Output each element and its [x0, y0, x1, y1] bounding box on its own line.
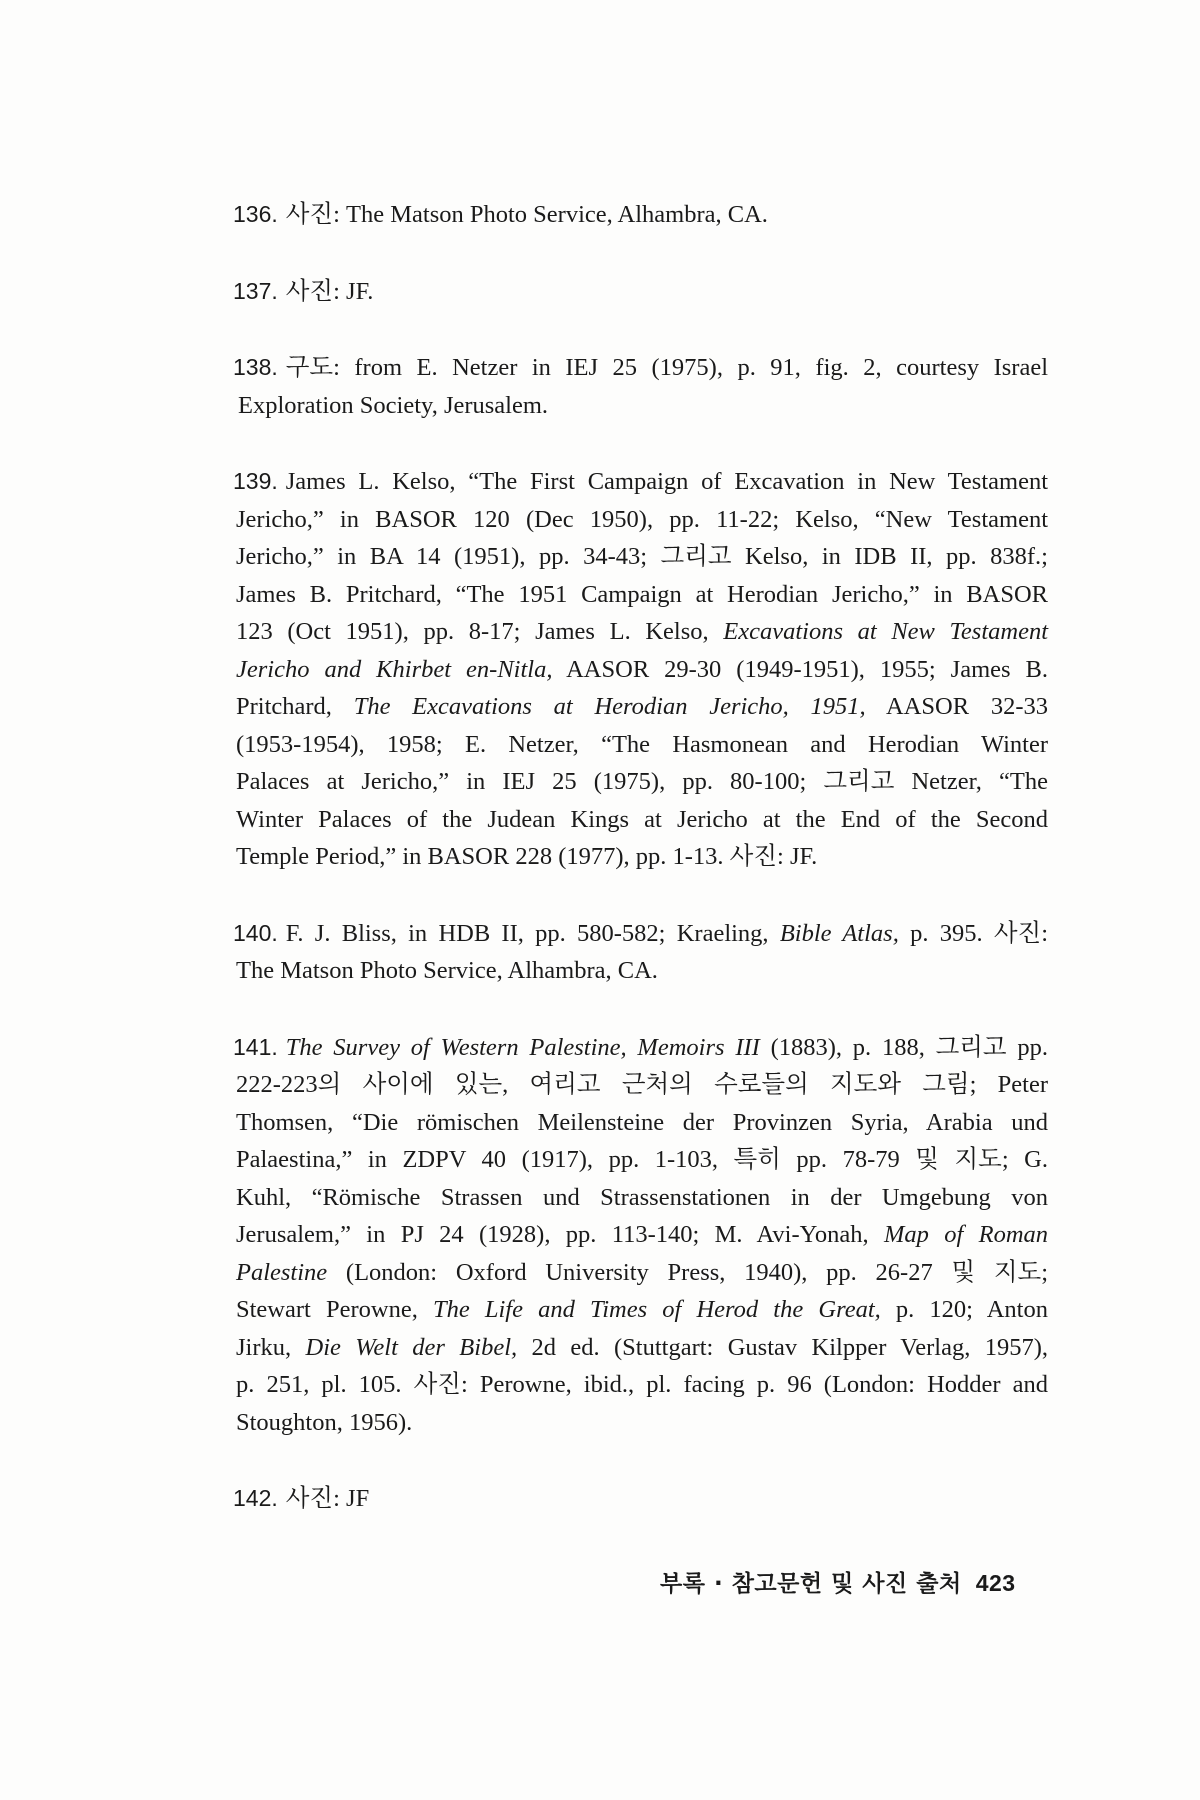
note-line: Jericho,” in BA 14 (1951), pp. 34-43; 그리고 Kelso, in IDB II, pp. 838f.;: [236, 543, 1048, 570]
note-line: Exploration Society, Jerusalem.: [238, 391, 549, 419]
note-number: 141.: [233, 1033, 278, 1060]
note-line: Jericho,” in BASOR 120 (Dec 1950), pp. 11-22; Kelso, “New Testament: [236, 505, 1048, 533]
note-line: Palestine (London: Oxford University Press, 1940), pp. 26-27 및 지도;: [236, 1258, 1048, 1286]
note-line: Jirku, Die Welt der Bibel, 2d ed. (Stuttgart: Gustav Kilpper Verlag, 1957),: [236, 1333, 1049, 1361]
book-title: Excavations at New Testament: [723, 618, 1048, 645]
book-title: The Excavations at Herodian Jericho, 1951,: [353, 693, 866, 720]
note-number: 139.: [233, 468, 278, 494]
note-138: [233, 349, 1048, 424]
note-line: James B. Pritchard, “The 1951 Campaign at Herodian Jericho,” in BASOR: [236, 580, 1048, 608]
note-line: 138. 구도: from E. Netzer in IEJ 25 (1975), p. 91, fig. 2, courtesy Israel: [233, 354, 1048, 381]
note-line: Palaces at Jericho,” in IEJ 25 (1975), pp. 80-100; 그리고 Netzer, “The: [236, 768, 1048, 795]
note-line: Jerusalem,” in PJ 24 (1928), pp. 113-140; M. Avi-Yonah, Map of Roman: [236, 1221, 1049, 1248]
note-line: Winter Palaces of the Judean Kings at Jericho at the End of the Second: [236, 805, 1048, 833]
note-line: 222-223의 사이에 있는, 여리고 근처의 수로들의 지도와 그림; Peter: [236, 1071, 1048, 1098]
book-title: The Life and Times of Herod the Great,: [432, 1296, 881, 1323]
note-line: 140. F. J. Bliss, in HDB II, pp. 580-582; Kraeling, Bible Atlas, p. 395. 사진:: [233, 919, 1049, 947]
note-line: (1953-1954), 1958; E. Netzer, “The Hasmonean and Herodian Winter: [236, 730, 1048, 758]
note-line: The Matson Photo Service, Alhambra, CA.: [236, 957, 658, 984]
note-line: Stoughton, 1956).: [236, 1408, 413, 1436]
note-number: 140.: [233, 919, 278, 946]
note-line: 139. James L. Kelso, “The First Campaign of Excavation in New Testament: [233, 468, 1048, 495]
book-title: Bible Atlas,: [779, 919, 899, 947]
note-number: 142.: [233, 1485, 278, 1511]
note-line: Pritchard, The Excavations at Herodian Jericho, 1951, AASOR 32-33: [236, 693, 1048, 720]
book-title: The Survey of Western Palestine, Memoirs III: [285, 1033, 760, 1061]
note-number: 136.: [233, 201, 278, 227]
note-line: Kuhl, “Römische Strassen und Strassenstationen in der Umgebung von: [236, 1183, 1048, 1211]
footer-title: 부록 · 참고문헌 및 사진 출처: [660, 1571, 962, 1597]
notes-list: [233, 196, 1049, 1518]
page-number: 423: [975, 1570, 1016, 1596]
book-title: Die Welt der Bibel,: [305, 1333, 518, 1361]
note-number: 137.: [233, 277, 278, 304]
running-footer: [660, 1565, 1016, 1598]
note-139: [233, 463, 1048, 876]
note-line: Stewart Perowne, The Life and Times of Herod the Great, p. 120; Anton: [236, 1296, 1048, 1323]
note-number: 138.: [233, 354, 278, 380]
book-title: Map of Roman: [883, 1221, 1049, 1248]
book-title: Palestine: [236, 1258, 328, 1286]
note-142: [233, 1480, 1048, 1518]
note-line: 141. The Survey of Western Palestine, Memoirs III (1883), p. 188, 그리고 pp.: [233, 1033, 1048, 1061]
note-text: 사진: JF.: [285, 277, 374, 305]
note-line: Jericho and Khirbet en-Nitla, AASOR 29-30 (1949-1951), 1955; James B.: [236, 655, 1048, 683]
note-line: 123 (Oct 1951), pp. 8-17; James L. Kelso, Excavations at New Testament: [236, 618, 1048, 645]
note-text: 사진: JF: [285, 1485, 370, 1512]
note-140: [233, 915, 1049, 990]
note-line: p. 251, pl. 105. 사진: Perowne, ibid., pl. facing p. 96 (London: Hodder and: [236, 1371, 1048, 1398]
note-line: Thomsen, “Die römischen Meilensteine der Provinzen Syria, Arabia und: [236, 1108, 1048, 1136]
note-line: Temple Period,” in BASOR 228 (1977), pp. 1-13. 사진: JF.: [236, 843, 818, 870]
note-text: 사진: The Matson Photo Service, Alhambra, CA.: [285, 201, 768, 228]
note-line: Palaestina,” in ZDPV 40 (1917), pp. 1-103, 특히 pp. 78-79 및 지도; G.: [236, 1146, 1048, 1173]
note-136: [233, 196, 1048, 234]
book-title: Jericho and Khirbet en-Nitla,: [236, 655, 553, 683]
note-137: [233, 273, 1048, 311]
note-141: [233, 1029, 1049, 1442]
